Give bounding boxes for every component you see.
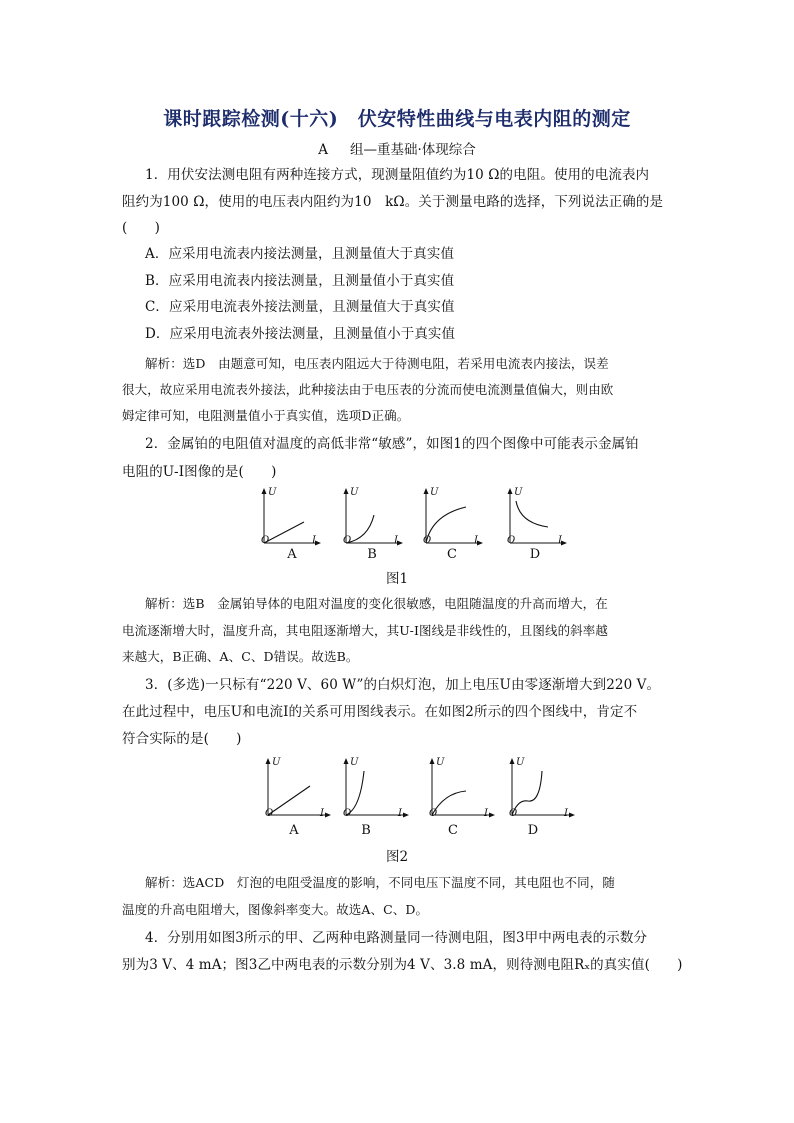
fig1-c-ylabel: U <box>430 487 439 498</box>
fig2-d-origin: O <box>509 808 518 819</box>
fig1-c-origin: O <box>423 535 432 546</box>
q1-option-b: B．应采用电流表内接法测量，且测量值小于真实值 <box>145 273 455 289</box>
q1-option-a: A．应采用电流表内接法测量，且测量值大于真实值 <box>145 246 455 262</box>
fig1-c-xlabel: I <box>474 535 478 546</box>
q3-analysis-2: 温度的升高电阻增大，图像斜率变大。故选A、C、D。 <box>122 902 429 917</box>
fig1-d-origin: O <box>507 535 516 546</box>
fig1-d-ylabel: U <box>514 487 523 498</box>
fig1-label-c: C <box>447 547 457 562</box>
fig2-a-ylabel: U <box>272 757 281 768</box>
q2-line-1: 2．金属铂的电阻值对温度的高低非常“敏感”，如图1的四个图像中可能表示金属铂 <box>145 436 639 452</box>
q1-line-2: 阻约为100 Ω，使用的电压表内阻约为10 kΩ。关于测量电路的选择，下列说法正确的是 <box>122 194 664 210</box>
section-name: 组—重基础·体现综合 <box>349 142 476 158</box>
section-label: A <box>318 142 328 158</box>
fig1-a-xlabel: I <box>312 535 316 546</box>
fig1-label-d: D <box>529 547 541 562</box>
q3-line-1: 3．(多选)一只标有“220 V、60 W”的白炽灯泡，加上电压U由零逐渐增大到220 V。 <box>145 677 661 693</box>
fig2-a-xlabel: I <box>320 808 324 819</box>
section-heading <box>0 138 794 158</box>
fig1-label-a: A <box>287 547 297 562</box>
q4-line-1: 4．分别用如图3所示的甲、乙两种电路测量同一待测电阻，图3甲中两电表的示数分 <box>145 930 648 946</box>
fig2-b-origin: O <box>343 808 352 819</box>
q1-line-1: 1．用伏安法测电阻有两种连接方式，现测量阻值约为10 Ω的电阻。使用的电流表内 <box>145 167 650 183</box>
fig1-a-ylabel: U <box>268 487 277 498</box>
fig1-b-xlabel: I <box>394 535 398 546</box>
q3-analysis-1: 解析：选ACD 灯泡的电阻受温度的影响，不同电压下温度不同，其电阻也不同，随 <box>145 875 615 890</box>
fig2-c-ylabel: U <box>436 757 445 768</box>
fig2-a-origin: O <box>265 808 274 819</box>
fig2-label-b: B <box>361 823 371 838</box>
q4-line-2: 别为3 V、4 mA；图3乙中两电表的示数分别为4 V、3.8 mA，则待测电阻Rₓ的真实值( ) <box>122 957 683 973</box>
q2-line-2: 电阻的U-I图像的是( ) <box>122 464 277 480</box>
fig2-c-xlabel: I <box>484 808 488 819</box>
fig1-b-ylabel: U <box>350 487 359 498</box>
fig2-b-xlabel: I <box>398 808 402 819</box>
fig2-label-c: C <box>448 823 458 838</box>
q1-analysis-2: 很大，故应采用电流表外接法，此种接法由于电压表的分流而使电流测量值偏大，则由欧 <box>122 382 614 397</box>
q2-analysis-2: 电流逐渐增大时，温度升高，其电阻逐渐增大，其U-I图线是非线性的，且图线的斜率越 <box>122 623 608 638</box>
fig1-b-origin: O <box>343 535 352 546</box>
fig1-a-origin: O <box>261 535 270 546</box>
fig2-caption: 图2 <box>385 849 409 865</box>
fig1-d-xlabel: I <box>558 535 562 546</box>
q2-analysis-3: 来越大，B正确、A、C、D错误。故选B。 <box>122 649 359 664</box>
fig2-d-xlabel: I <box>564 808 568 819</box>
q1-line-3: ( ) <box>122 220 160 236</box>
fig2-label-a: A <box>289 823 299 838</box>
q1-option-d: D．应采用电流表外接法测量，且测量值小于真实值 <box>145 326 456 342</box>
fig2-b-ylabel: U <box>350 757 359 768</box>
q2-analysis-1: 解析：选B 金属铂导体的电阻对温度的变化很敏感，电阻随温度的升高而增大，在 <box>145 596 608 611</box>
q1-option-c: C．应采用电流表外接法测量，且测量值大于真实值 <box>145 299 455 315</box>
page-title: 课时跟踪检测(十六) 伏安特性曲线与电表内阻的测定 <box>163 108 631 130</box>
q1-analysis-1: 解析：选D 由题意可知，电压表内阻远大于待测电阻，若采用电流表内接法，误差 <box>145 356 609 371</box>
q3-line-2: 在此过程中，电压U和电流I的关系可用图线表示。在如图2所示的四个图线中，肯定不 <box>122 704 638 720</box>
fig1-label-b: B <box>367 547 377 562</box>
q3-line-3: 符合实际的是( ) <box>122 731 242 747</box>
fig2-d-ylabel: U <box>516 757 525 768</box>
fig2-c-origin: O <box>429 808 438 819</box>
fig2-label-d: D <box>527 823 539 838</box>
q1-analysis-3: 姆定律可知，电阻测量值小于真实值，选项D正确。 <box>122 408 410 423</box>
fig1-caption: 图1 <box>385 571 409 587</box>
